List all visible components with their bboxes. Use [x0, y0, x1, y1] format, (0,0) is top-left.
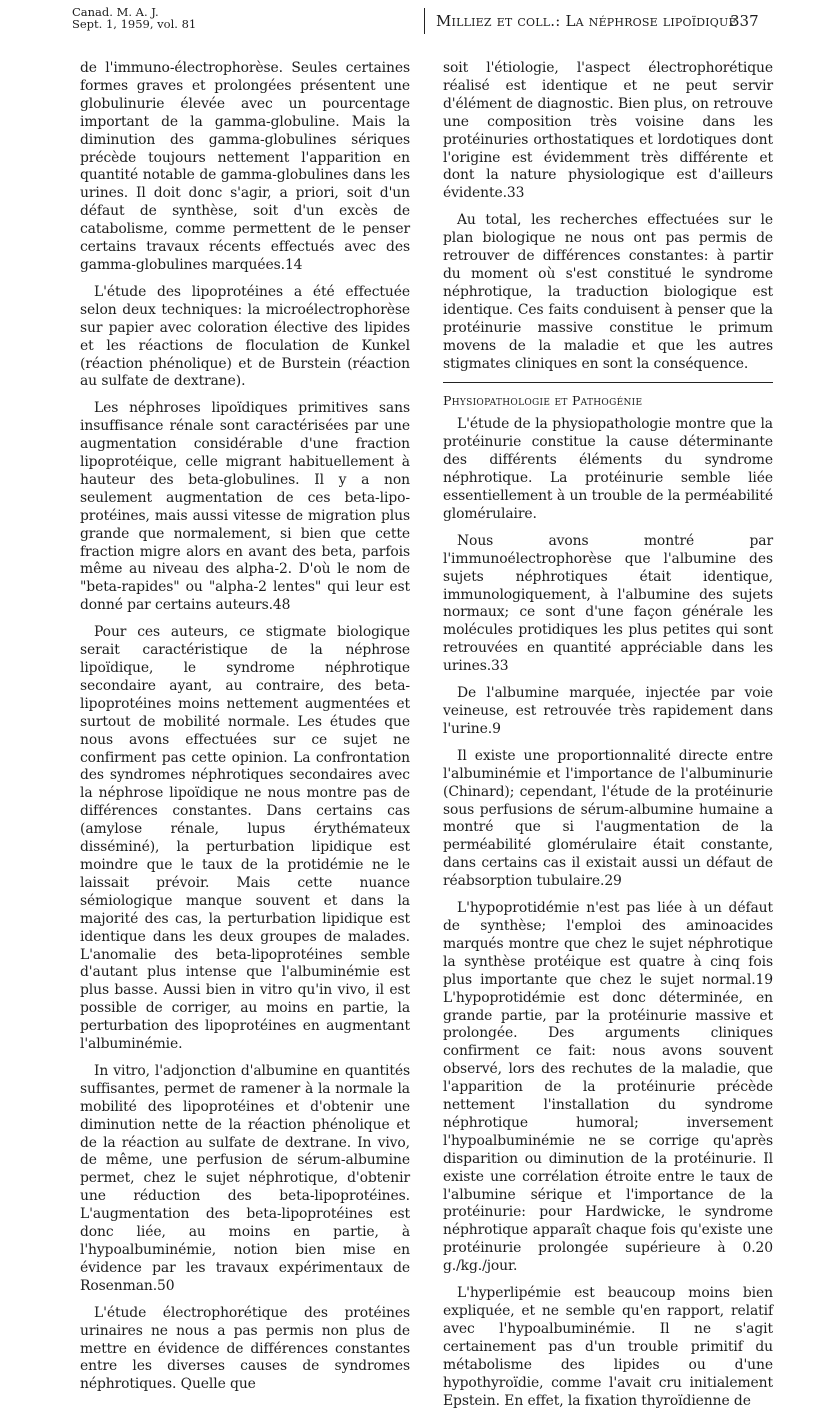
paragraph: L'étude de la physiopathologie montre que la protéinurie constitue la cause déterminante des différents éléments du syndrome néphrotique. La protéinurie semble liée essentiellement à un trouble de la perméabilité glomérulaire. [443, 416, 773, 522]
paragraph: Nous avons montré par l'immunoélectrophorèse que l'albumine des sujets néphrotiques était identique, immunologiquement, à l'albumine des sujets normaux; ce sont d'une façon générale les molécules protidiques les plus petites qui sont retrouvées en quantité appréciable dans les urines.33 [443, 532, 773, 675]
paragraph: L'hypoprotidémie n'est pas liée à un défaut de synthèse; l'emploi des aminoacides marqués montre que chez le sujet néphrotique la synthèse protéique est quatre à cinq fois plus importante que chez le sujet normal.19 L'hypoprotidémie est donc déterminée, en grande partie, par la protéinurie massive et prolongée. Des arguments cliniques confirment ce fait: nous avons souvent observé, lors des rechutes de la maladie, que l'apparition de la protéinurie précède nettement l'installation du syndrome néphrotique humoral; inversement l'hypoalbuminémie ne se corrige qu'après disparition ou diminution de la protéinurie. Il existe une corrélation étroite entre le taux de l'albumine sérique et l'importance de la protéinurie: pour Hardwicke, le syndrome néphrotique apparaît chaque fois qu'existe une protéinurie prolongée supérieure à 0.20 g./kg./jour. [443, 900, 773, 1275]
paragraph: Pour ces auteurs, ce stigmate biologique serait caractéristique de la néphrose lipoïdique, le syndrome néphrotique secondaire ayant, au contraire, des beta-lipoprotéines moins nettement augmentées et surtout de mobilité normale. Les études que nous avons effectuées sur ce sujet ne confirment pas cette opinion. La confrontation des syndromes néphrotiques secondaires avec la néphrose lipoïdique ne nous montre pas de différences constantes. Dans certains cas (amylose rénale, lupus érythémateux disséminé), la perturbation lipidique est moindre que le taux de la protidémie ne le laissait prévoir. Mais cette nuance sémiologique manque souvent et dans la majorité des cas, la perturbation lipidique est identique dans les deux groupes de malades. L'anomalie des beta-lipoprotéines semble d'autant plus intense que l'albuminémie est plus basse. Aussi bien in vitro qu'in vivo, il est possible de corriger, au moins en partie, la perturbation des lipoprotéines en augmentant l'albuminémie. [80, 624, 410, 1053]
paragraph: Il existe une proportionnalité directe entre l'albuminémie et l'importance de l'albuminurie (Chinard); cependant, l'étude de la protéinurie sous perfusions de sérum-albumine humaine a montré que si l'augmentation de la perméabilité glomérulaire était constante, dans certains cas il existait aussi un défaut de réabsorption tubulaire.29 [443, 747, 773, 890]
paragraph: In vitro, l'adjonction d'albumine en quantités suffisantes, permet de ramener à la normale la mobilité des lipoprotéines et d'obtenir une diminution nette de la réaction phénolique et de la réaction au sulfate de dextrane. In vivo, de même, une perfusion de sérum-albumine permet, chez le sujet néphrotique, d'obtenir une réduction des beta-lipoprotéines. L'augmentation des beta-lipoprotéines est donc liée, au moins en partie, à l'hypoalbuminémie, notion bien mise en évidence par les travaux expérimentaux de Rosenman.50 [80, 1062, 410, 1294]
page-number: 337 [730, 12, 759, 30]
journal-citation [72, 6, 222, 30]
section-heading: Physiopathologie et Pathogénie [443, 393, 643, 409]
journal-name: Canad. M. A. J. [72, 5, 159, 19]
paragraph: de l'immuno-électrophorèse. Seules certaines formes graves et prolongées présentent une globulinurie élevée avec un pourcentage important de la gamma-globuline. Mais la diminution des gamma-globulines sériques précède toujours nettement l'apparition en quantité notable de gamma-globulines dans les urines. Il doit donc s'agir, a priori, soit d'un défaut de synthèse, soit d'un excès de catabolisme, comme permettent de le penser certains travaux récents effectués avec des gamma-globulines marquées.14 [80, 60, 410, 273]
paragraph: Les néphroses lipoïdiques primitives sans insuffisance rénale sont caractérisées par une augmentation considérable d'une fraction lipoprotéique, celle migrant habituellement à hauteur des beta-globulines. Il y a non seulement augmentation de ces beta-lipo-protéines, mais aussi vitesse de migration plus grande que normalement, si bien que cette fraction migre alors en avant des beta, parfois même au niveau des alpha-2. D'où le nom de "beta-rapides" ou "alpha-2 lentes" qui leur est donné par certains auteurs.48 [80, 400, 410, 614]
paragraph: L'étude électrophorétique des protéines urinaires ne nous a pas permis non plus de mettre en évidence de différences constantes entre les diverses causes de syndromes néphrotiques. Quelle que [80, 1304, 410, 1393]
left-column [80, 60, 410, 1403]
paragraph: De l'albumine marquée, injectée par voie veineuse, est retrouvée très rapidement dans l'urine.9 [443, 685, 773, 737]
paragraph: Au total, les recherches effectuées sur le plan biologique ne nous ont pas permis de retrouver de différences constantes: à partir du moment où s'est constitué le syndrome néphrotique, la traduction biologique est identique. Ces faits conduisent à penser que la protéinurie massive constitue le primum movens de la maladie et que les autres stigmates cliniques en sont la conséquence. [443, 212, 773, 372]
section-divider [443, 382, 773, 383]
journal-issue: Sept. 1, 1959, vol. 81 [72, 17, 197, 31]
paragraph: L'hyperlipémie est beaucoup moins bien expliquée, et ne semble qu'en rapport, relatif avec l'hypoalbuminémie. Il ne s'agit certainement pas d'un trouble primitif du métabolisme des lipides ou d'une hypothyroïdie, comme l'avait cru initialement Epstein. En effet, la fixation thyroïdienne de [443, 1285, 773, 1409]
paragraph: soit l'étiologie, l'aspect électrophorétique réalisé est identique et ne peut servir d'élément de diagnostic. Bien plus, on retrouve une composition très voisine dans les protéinuries orthostatiques et lordotiques dont l'origine est évidemment très différente et dont la nature physiologique est d'ailleurs évidente.33 [443, 60, 773, 202]
running-title: Milliez et coll.: La néphrose lipoïdique [436, 12, 737, 30]
right-column [443, 60, 773, 1419]
paragraph: L'étude des lipoprotéines a été effectuée selon deux techniques: la microélectrophorèse sur papier avec coloration élective des lipides et les réactions de floculation de Kunkel (réaction phénolique) et de Burstein (réaction au sulfate de dextrane). [80, 283, 410, 390]
